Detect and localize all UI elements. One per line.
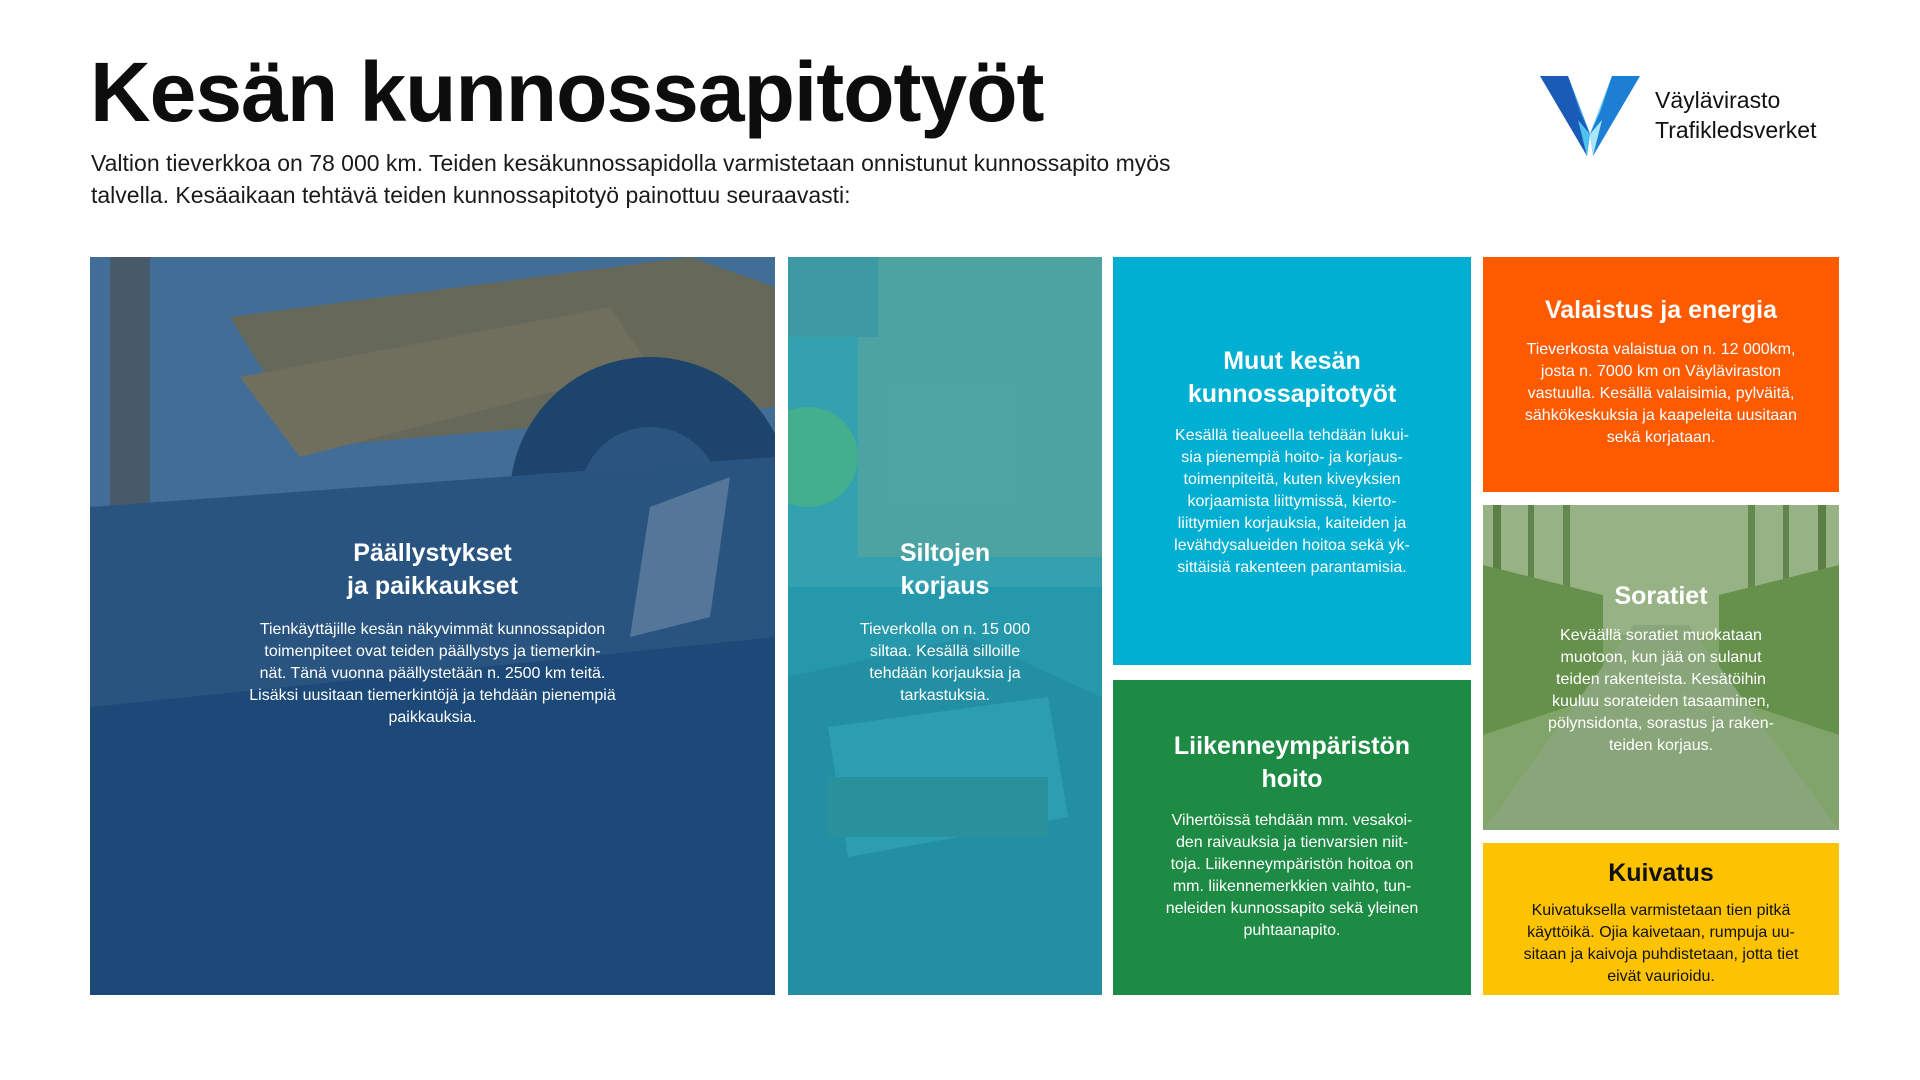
- panel-text-line: vastuulla. Kesällä valaisimia, pylväitä,: [1527, 385, 1795, 402]
- panel-title-line: hoito: [1261, 765, 1323, 793]
- panel-text: [1113, 810, 1471, 942]
- panel-siltojen: [788, 257, 1102, 995]
- panel-kuivatus: [1483, 843, 1839, 995]
- panel-text-line: teiden korjaus.: [1608, 737, 1714, 754]
- panel-valaistus: [1483, 257, 1839, 492]
- logo-line-2: Trafikledsverket: [1655, 117, 1817, 143]
- panel-text-line: liittymien korjauksia, kaiteiden ja: [1177, 515, 1407, 532]
- panel-text-line: sekä korjataan.: [1606, 429, 1716, 446]
- panel-text: [1483, 339, 1839, 449]
- panel-text-line: Lisäksi uusitaan tiemerkintöjä ja tehdään pienempiä: [249, 687, 616, 704]
- intro-text: [91, 147, 1311, 211]
- panel-title: [812, 537, 1078, 603]
- panel-paallystykset: [90, 257, 775, 995]
- panel-text-line: neleiden kunnossapito sekä yleinen: [1165, 900, 1419, 917]
- panel-title: [90, 537, 775, 603]
- panel-text-line: korjaamista liittymissä, kierto-: [1187, 493, 1397, 510]
- panel-text-line: puhtaanapito.: [1243, 922, 1341, 939]
- panel-text-line: sittäisiä rakenteen parantamisia.: [1177, 559, 1407, 576]
- panel-text-line: paikkauksia.: [388, 709, 477, 726]
- panel-text-line: Tieverkolla on n. 15 000: [859, 621, 1031, 638]
- panel-title-line: kunnossapitotyöt: [1187, 380, 1397, 408]
- panel-muut: [1113, 257, 1471, 665]
- panel-text: [90, 619, 775, 729]
- panel-title-line: Päällystykset: [353, 539, 512, 567]
- panel-title: [1113, 730, 1471, 796]
- panel-title-line: Soratiet: [1614, 582, 1708, 610]
- panel-title-line: Siltojen: [899, 539, 991, 567]
- panel-title: [1483, 294, 1839, 327]
- panel-soratiet: [1483, 505, 1839, 830]
- panel-title: [1483, 857, 1839, 890]
- panel-text-line: Keväällä soratiet muokataan: [1560, 627, 1762, 644]
- panel-text-line: josta n. 7000 km on Väyläviraston: [1540, 363, 1782, 380]
- panel-text-line: toimenpiteitä, kuten kiveyksien: [1183, 471, 1401, 488]
- panel-text-line: muotoon, kun jää on sulanut: [1560, 649, 1762, 666]
- panel-text: [812, 619, 1078, 707]
- panel-text-line: toja. Liikenneympäristön hoitoa on: [1170, 856, 1414, 873]
- panel-title-line: Kuivatus: [1608, 859, 1714, 887]
- panel-text-line: Tienkäyttäjille kesän näkyvimmät kunnossapidon: [259, 621, 606, 638]
- panel-text-line: sitaan ja kaivoja puhdistetaan, jotta tiet: [1523, 946, 1799, 963]
- page-title: Kesän kunnossapitotyöt: [90, 45, 1044, 139]
- panel-text-line: kuuluu sorateiden tasaaminen,: [1552, 693, 1770, 710]
- panel-text-line: eivät vaurioidu.: [1607, 968, 1715, 985]
- panel-text-line: den raivauksia ja tienvarsien niit-: [1175, 834, 1409, 851]
- panel-text-line: sia pienempiä hoito- ja korjaus-: [1181, 449, 1403, 466]
- panel-text-line: käyttöikä. Ojia kaivetaan, rumpuja uu-: [1527, 924, 1795, 941]
- panel-text-line: Vihertöissä tehdään mm. vesakoi-: [1171, 812, 1413, 829]
- panel-text-line: Kesällä tiealueella tehdään lukui-: [1175, 427, 1409, 444]
- panel-text-line: Kuivatuksella varmistetaan tien pitkä: [1531, 902, 1791, 919]
- panel-title-line: Liikenneympäristön: [1173, 732, 1411, 760]
- panel-title: [1113, 345, 1471, 411]
- panel-text-line: Tieverkosta valaistua on n. 12 000km,: [1526, 341, 1796, 358]
- panel-text-line: mm. liikennemerkkien vaihto, tun-: [1172, 878, 1412, 895]
- panel-text-line: sähkökeskuksia ja kaapeleita uusitaan: [1524, 407, 1798, 424]
- panel-text-line: tehdään korjauksia ja: [869, 665, 1021, 682]
- panel-text-line: toimenpiteet ovat teiden päällystys ja tiemerkin-: [264, 643, 601, 660]
- panel-text-line: nät. Tänä vuonna päällystetään n. 2500 km teitä.: [259, 665, 606, 682]
- intro-line: Valtion tieverkkoa on 78 000 km. Teiden kesäkunnossapidolla varmistetaan onnistunut kunnossapito myös: [91, 150, 1171, 176]
- panel-text: [1483, 900, 1839, 988]
- panel-title: [1483, 580, 1839, 613]
- panel-title-line: korjaus: [900, 572, 990, 600]
- panel-text-line: tarkastuksia.: [900, 687, 990, 704]
- panel-text-line: levähdysalueiden hoitoa sekä yk-: [1174, 537, 1410, 554]
- logo: [1540, 76, 1850, 156]
- panel-text-line: pölynsidonta, sorastus ja raken-: [1548, 715, 1774, 732]
- panel-text: [1483, 625, 1839, 757]
- panel-liikenneymparisto: [1113, 680, 1471, 995]
- panel-text-line: siltaa. Kesällä silloille: [869, 643, 1021, 660]
- panel-title-line: Muut kesän: [1223, 347, 1361, 375]
- panel-title-line: Valaistus ja energia: [1544, 296, 1778, 324]
- panel-title-line: ja paikkaukset: [347, 572, 518, 600]
- intro-line: talvella. Kesäaikaan tehtävä teiden kunnossapitotyö painottuu seuraavasti:: [91, 182, 851, 208]
- vaylavirasto-v-logo-icon: [1540, 76, 1640, 156]
- logo-line-1: Väylävirasto: [1655, 87, 1781, 113]
- panel-text: [1113, 425, 1471, 579]
- panel-text-line: teiden rakenteista. Kesätöihin: [1556, 671, 1766, 688]
